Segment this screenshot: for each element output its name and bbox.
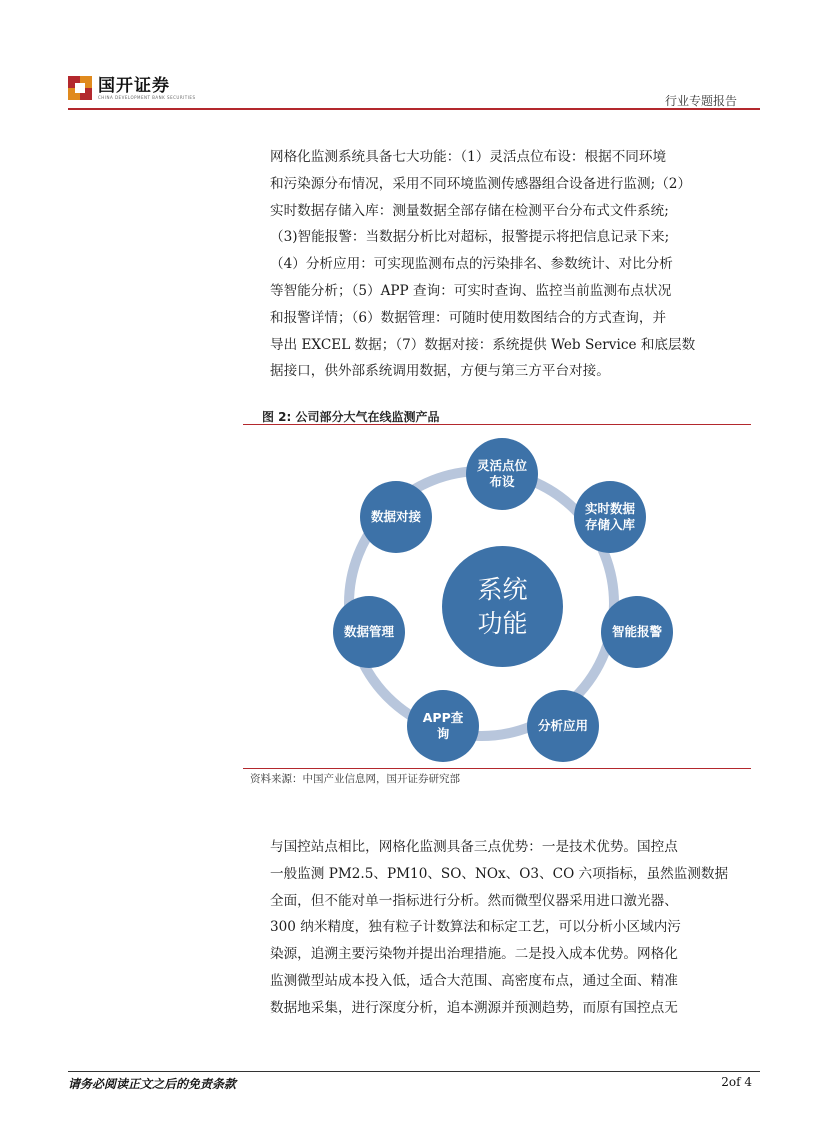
text-line: 300 纳米精度，独有粒子计数算法和标定工艺，可以分析小区域内污 bbox=[270, 919, 681, 936]
logo-mark-icon bbox=[68, 76, 92, 100]
diagram-center bbox=[442, 546, 563, 667]
figure-bottom-rule bbox=[243, 768, 751, 769]
node-flexible-layout bbox=[466, 438, 538, 510]
text-line: 网格化监测系统具备七大功能：（1）灵活点位布设：根据不同环境 bbox=[270, 149, 667, 165]
company-logo bbox=[68, 76, 196, 100]
text-line: 实时数据存储入库：测量数据全部存储在检测平台分布式文件系统; bbox=[270, 202, 669, 219]
node-app-query bbox=[407, 690, 479, 762]
text-line: 和报警详情；（6）数据管理：可随时使用数图结合的方式查询，并 bbox=[270, 309, 667, 326]
node-data-docking bbox=[360, 481, 432, 553]
text-line: 和污染源分布情况，采用不同环境监测传感器组合设备进行监测;（2） bbox=[270, 175, 692, 192]
text-line: 染源，追溯主要污染物并提出治理措施。二是投入成本优势。网格化 bbox=[270, 946, 678, 963]
text-line: （4）分析应用：可实现监测布点的污染排名、参数统计、对比分析 bbox=[270, 256, 673, 273]
node-analysis-application bbox=[527, 690, 599, 762]
text-line: 数据地采集，进行深度分析，追本溯源并预测趋势，而原有国控点无 bbox=[270, 999, 678, 1016]
footer-disclaimer: 请务必阅读正文之后的免责条款 bbox=[68, 1077, 237, 1091]
logo-subtitle: CHINA DEVELOPMENT BANK SECURITIES bbox=[98, 94, 196, 100]
node-label: APP查询 bbox=[422, 710, 464, 741]
header-divider bbox=[68, 108, 760, 110]
page-number: 2of 4 bbox=[721, 1075, 752, 1089]
node-data-management bbox=[333, 596, 405, 668]
text-line: 与国控站点相比，网格化监测具备三点优势：一是技术优势。国控点 bbox=[270, 839, 678, 855]
logo-name: 国开证券 bbox=[98, 75, 170, 96]
node-label: 灵活点位布设 bbox=[476, 458, 527, 489]
paragraph-functions bbox=[270, 144, 758, 385]
center-label: 系统功能 bbox=[477, 574, 528, 638]
text-line: 全面，但不能对单一指标进行分析。然而微型仪器采用进口激光器、 bbox=[270, 892, 678, 909]
paragraph-advantages bbox=[270, 834, 758, 1022]
text-line: 据接口，供外部系统调用数据，方便与第三方平台对接。 bbox=[270, 363, 610, 380]
footer-divider bbox=[68, 1071, 760, 1072]
node-label: 数据对接 bbox=[370, 509, 421, 524]
text-line: （3)智能报警：当数据分析比对超标，报警提示将把信息记录下来; bbox=[270, 229, 670, 246]
text-line: 等智能分析；（5）APP 查询：可实时查询、监控当前监测布点状况 bbox=[270, 282, 672, 299]
text-line: 监测微型站成本投入低，适合大范围、高密度布点，通过全面、精准 bbox=[270, 972, 678, 989]
figure-source: 资料来源：中国产业信息网，国开证券研究部 bbox=[250, 773, 460, 785]
node-label: 智能报警 bbox=[611, 624, 662, 639]
node-realtime-storage bbox=[574, 481, 646, 553]
node-smart-alarm bbox=[601, 596, 673, 668]
node-label: 分析应用 bbox=[537, 718, 588, 733]
node-label: 数据管理 bbox=[343, 624, 394, 639]
text-line: 一般监测 PM2.5、PM10、SO、NOx、O3、CO 六项指标，虽然监测数据 bbox=[270, 865, 729, 882]
text-line: 导出 EXCEL 数据；（7）数据对接：系统提供 Web Service 和底层数 bbox=[270, 336, 696, 353]
node-label: 实时数据存储入库 bbox=[584, 501, 635, 532]
figure-title: 图 2: 公司部分大气在线监测产品 bbox=[262, 410, 440, 424]
figure-top-rule bbox=[243, 424, 751, 425]
report-type: 行业专题报告 bbox=[664, 94, 737, 108]
system-functions-diagram bbox=[243, 426, 751, 766]
